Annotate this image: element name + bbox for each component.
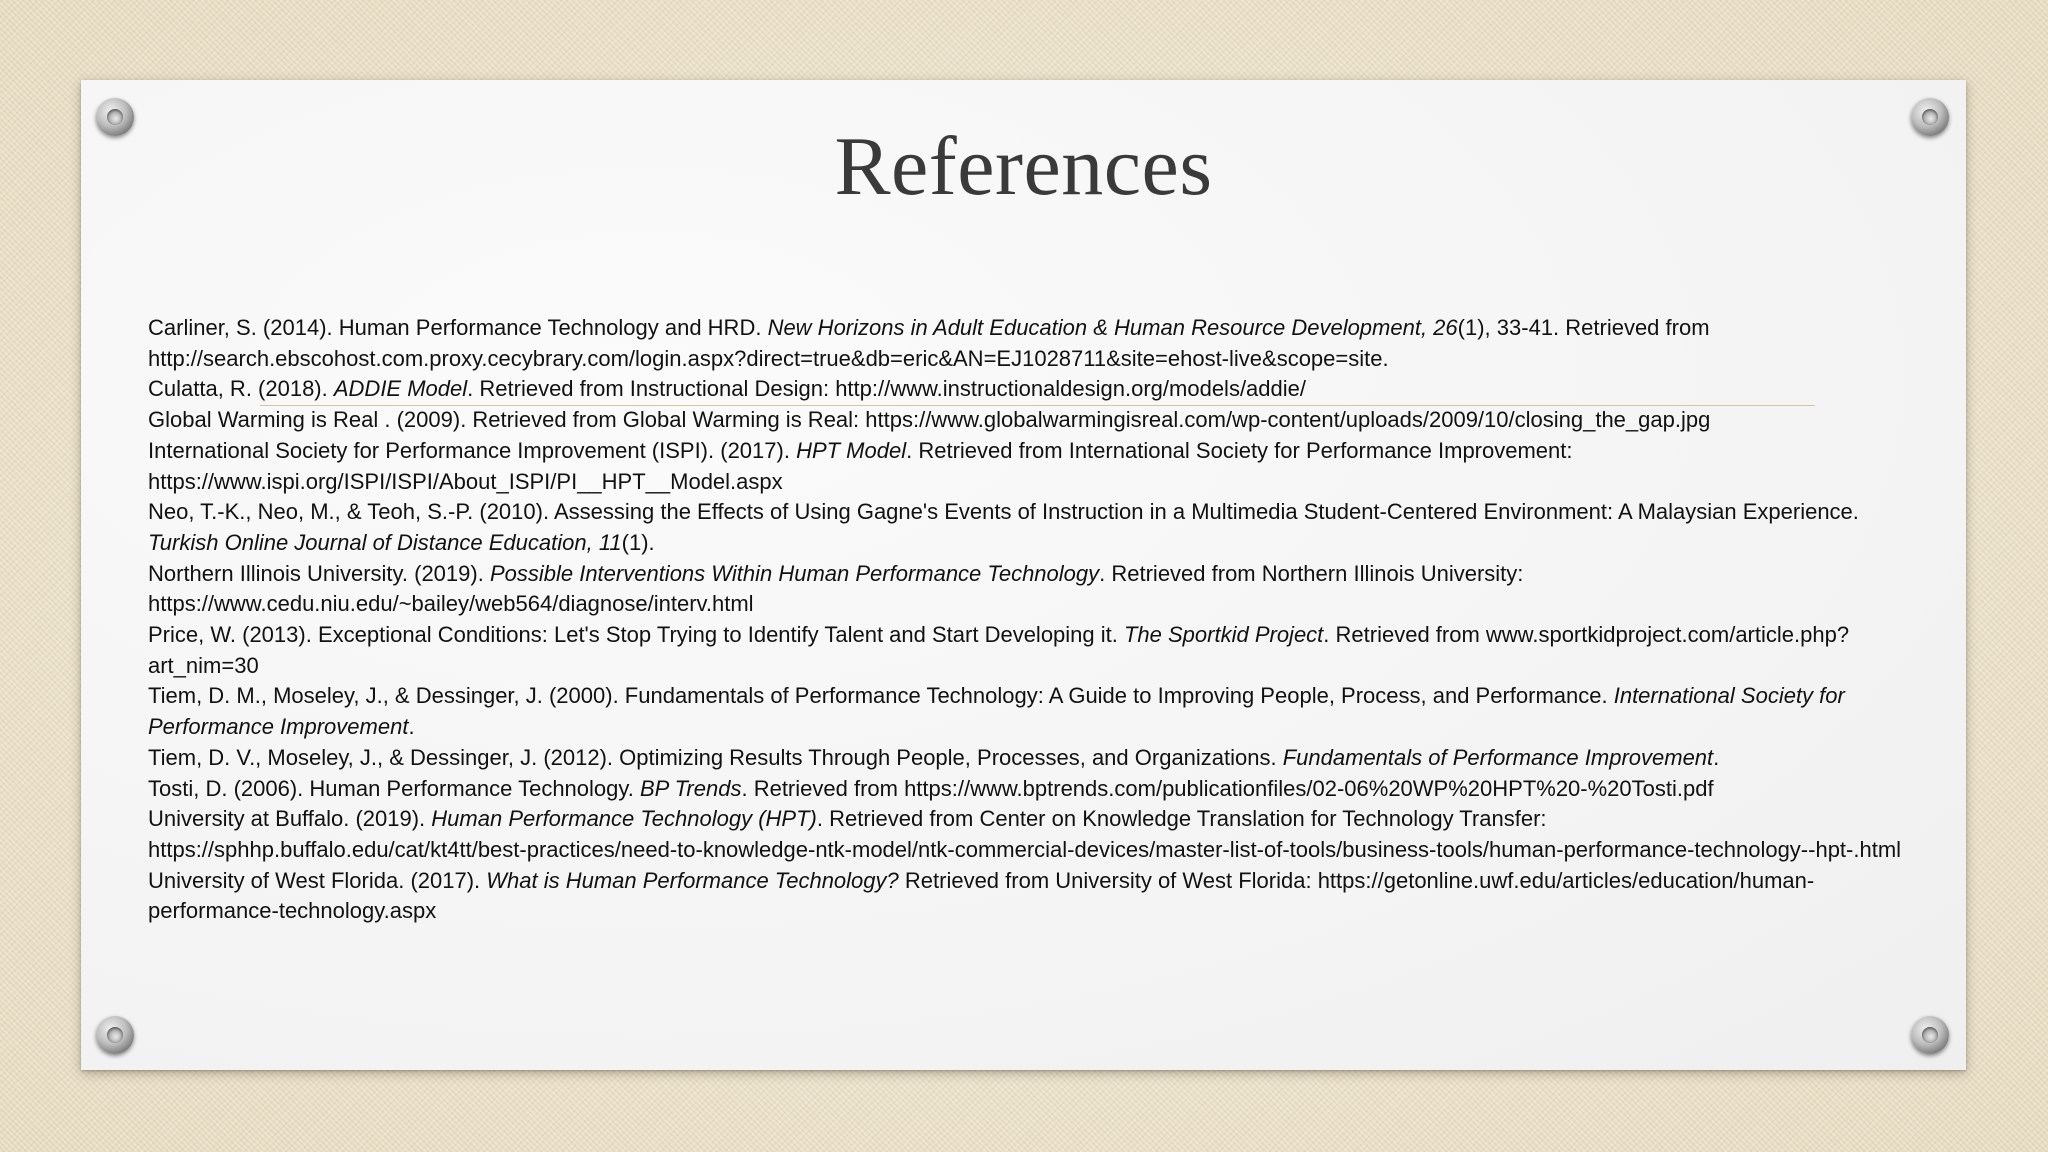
- reference-item: [148, 804, 1908, 865]
- reference-italic: International Society for Performance Improvement: [148, 683, 1845, 740]
- reference-text: Carliner, S. (2014). Human Performance Technology and HRD.: [148, 315, 768, 340]
- reference-italic: The Sportkid Project: [1123, 622, 1324, 648]
- reference-item: [148, 681, 1908, 742]
- reference-text: . Retrieved from Instructional Design: http://www.instructionaldesign.org/models/addie/: [467, 376, 1307, 402]
- reference-text: (1).: [621, 529, 655, 555]
- reference-text: Price, W. (2013). Exceptional Conditions: Let's Stop Trying to Identify Talent and Start Developing it.: [148, 622, 1124, 648]
- reference-italic: Possible Interventions Within Human Performance Technology: [489, 560, 1100, 586]
- reference-item: [148, 866, 1908, 927]
- reference-text: .: [408, 714, 415, 740]
- reference-text: University of West Florida. (2017).: [148, 867, 487, 893]
- reference-item: [148, 313, 1908, 374]
- reference-italic: Human Performance Technology (HPT): [431, 806, 817, 832]
- reference-text: Culatta, R. (2018).: [148, 376, 334, 402]
- reference-item: [148, 743, 1908, 774]
- reference-text: Tiem, D. M., Moseley, J., & Dessinger, J. (2000). Fundamentals of Performance Technology: A Guide to Improving People, Process, and Performance.: [148, 683, 1614, 709]
- grommet-bottom-left-icon: [96, 1016, 134, 1054]
- reference-item: [148, 436, 1908, 497]
- reference-text: Tiem, D. V., Moseley, J., & Dessinger, J. (2012). Optimizing Results Through People, Processes, and Organizations.: [148, 744, 1283, 770]
- slide-title: References: [834, 120, 1213, 213]
- reference-item: [148, 620, 1908, 681]
- reference-item: [148, 405, 1908, 436]
- reference-text: Northern Illinois University. (2019).: [148, 560, 490, 586]
- grommet-bottom-right-icon: [1911, 1016, 1949, 1054]
- reference-text: University at Buffalo. (2019).: [148, 806, 432, 832]
- reference-italic: Turkish Online Journal of Distance Education, 11: [148, 529, 622, 555]
- reference-text: . Retrieved from Northern Illinois University: https://www.cedu.niu.edu/~bailey/web564/diagnose/interv.html: [148, 560, 1524, 617]
- reference-text: . Retrieved from www.sportkidproject.com/article.php?art_nim=30: [148, 622, 1850, 678]
- reference-text: Retrieved from University of West Florida: https://getonline.uwf.edu/articles/education/human-performance-technology.aspx: [148, 867, 1815, 924]
- reference-text: (1), 33-41. Retrieved from http://search.ebscohost.com.proxy.cecybrary.com/login.aspx?direct=true&db=eric&AN=EJ1028711&site=ehost-live&scope=site.: [148, 315, 1710, 371]
- reference-text: . Retrieved from International Society for Performance Improvement: https://www.ispi.org/ISPI/ISPI/About_ISPI/PI__HPT__Model.aspx: [148, 437, 1573, 494]
- reference-item: [148, 374, 1908, 405]
- reference-italic: ADDIE Model: [333, 376, 468, 402]
- reference-item: [148, 559, 1908, 620]
- reference-text: . Retrieved from https://www.bptrends.com/publicationfiles/02-06%20WP%20HPT%20-%20Tosti.pdf: [741, 775, 1714, 801]
- reference-italic: BP Trends: [639, 775, 742, 801]
- reference-text: Neo, T.-K., Neo, M., & Teoh, S.-P. (2010). Assessing the Effects of Using Gagne's Events of Instruction in a Multimedia Student-Centered Environment: A Malaysian Experience.: [148, 499, 1859, 525]
- reference-item: [148, 497, 1908, 558]
- reference-text: Tosti, D. (2006). Human Performance Technology.: [148, 775, 640, 801]
- reference-italic: New Horizons in Adult Education & Human Resource Development, 26: [767, 315, 1458, 340]
- references-list: [148, 313, 1908, 927]
- reference-italic: What is Human Performance Technology?: [486, 867, 899, 893]
- reference-italic: HPT Model: [796, 437, 907, 463]
- reference-text: .: [1713, 744, 1720, 770]
- reference-text: . Retrieved from Center on Knowledge Translation for Technology Transfer: https://sphhp.buffalo.edu/cat/kt4tt/best-practices/need-to-knowledge-ntk-model/ntk-commercial-devices/master-list-of-tools/business-tools/human-performance-technology--hpt-.html: [148, 806, 1902, 862]
- reference-italic: Fundamentals of Performance Improvement: [1282, 744, 1714, 770]
- reference-item: [148, 774, 1908, 805]
- reference-text: Global Warming is Real . (2009). Retrieved from Global Warming is Real: https://www.globalwarmingisreal.com/wp-content/uploads/2009/10/closing_the_gap.jpg: [148, 407, 1711, 433]
- reference-text: International Society for Performance Improvement (ISPI). (2017).: [148, 437, 797, 463]
